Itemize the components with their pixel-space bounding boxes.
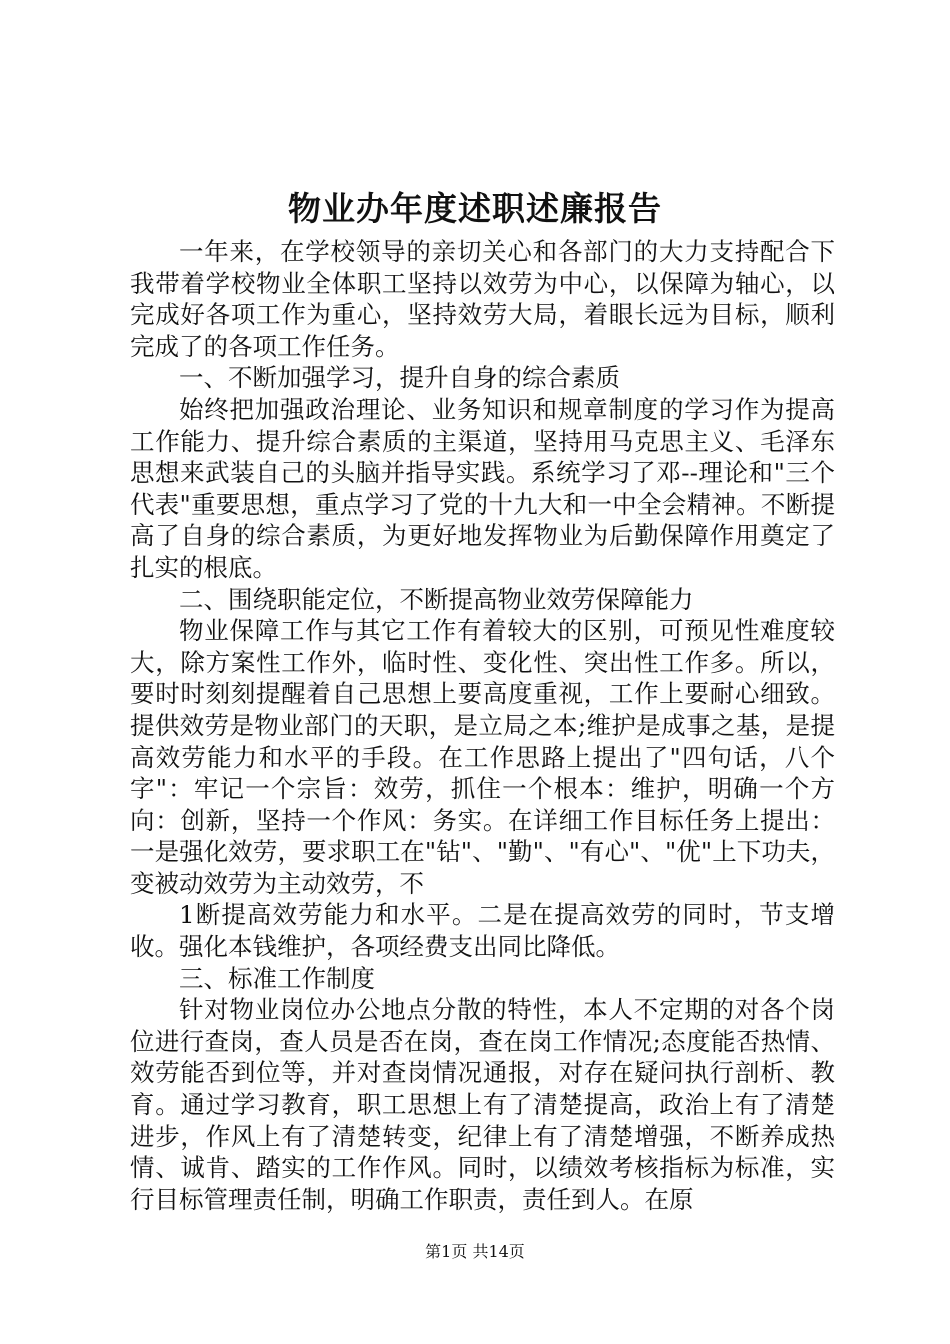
intro-paragraph: 一年来，在学校领导的亲切关心和各部门的大力支持配合下我带着学校物业全体职工坚持以效劳为中心，以保障为轴心，以完成好各项工作为重心，坚持效劳大局，着眼长远为目标，顺利完成了的各项工作任务。 xyxy=(130,237,835,361)
document-body xyxy=(130,236,835,1215)
page-title: 物业办年度述职述廉报告 xyxy=(288,189,662,228)
section-heading-1: 一、不断加强学习，提升自身的综合素质 xyxy=(179,363,620,393)
section-3-paragraph: 针对物业岗位办公地点分散的特性，本人不定期的对各个岗位进行查岗，查人员是否在岗，查在岗工作情况;态度能否热情、效劳能否到位等，并对查岗情况通报，对存在疑问执行剖析、教育。通过学习教育，职工思想上有了清楚提高，政治上有了清楚进步，作风上有了清楚转变，纪律上有了清楚增强，不断养成热情、诚肯、踏实的工作作风。同时，以绩效考核指标为标准，实行目标管理责任制，明确工作职责，责任到人。在原 xyxy=(130,995,835,1214)
section-1-paragraph: 始终把加强政治理论、业务知识和规章制度的学习作为提高工作能力、提升综合素质的主渠道，坚持用马克思主义、毛泽东思想来武装自己的头脑并指导实践。系统学习了邓--理论和"三个代表"重要思想，重点学习了党的十九大和一中全会精神。不断提高了自身的综合素质，为更好地发挥物业为后勤保障作用奠定了扎实的根底。 xyxy=(130,394,835,582)
section-2-continuation: 1断提高效劳能力和水平。二是在提高效劳的同时，节支增收。强化本钱维护，各项经费支出同比降低。 xyxy=(130,900,835,962)
section-2-paragraph: 物业保障工作与其它工作有着较大的区别，可预见性难度较大，除方案性工作外，临时性、变化性、突出性工作多。所以，要时时刻刻提醒着自己思想上要高度重视，工作上要耐心细致。提供效劳是物业部门的天职，是立局之本;维护是成事之基，是提高效劳能力和水平的手段。在工作思路上提出了"四句话，八个字"：牢记一个宗旨：效劳，抓住一个根本：维护，明确一个方向：创新，坚持一个作风：务实。在详细工作目标任务上提出：一是强化效劳，要求职工在"钻"、"勤"、"有心"、"优"上下功夫，变被动效劳为主动效劳，不 xyxy=(130,616,835,898)
section-heading-2: 二、围绕职能定位，不断提高物业效劳保障能力 xyxy=(179,584,694,614)
page-footer: 第1页 共14页 xyxy=(425,1242,525,1261)
section-heading-3: 三、标准工作制度 xyxy=(179,963,375,993)
